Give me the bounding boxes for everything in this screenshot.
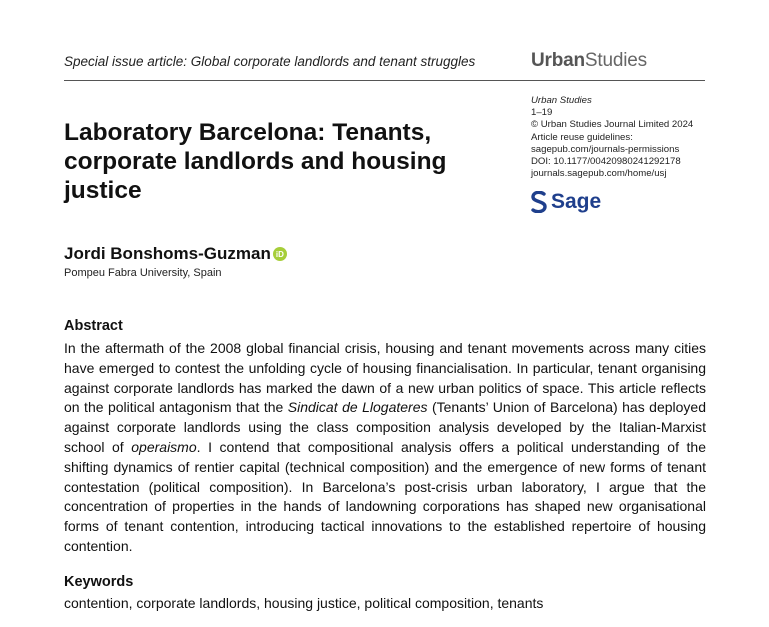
journal-name: Urban Studies bbox=[531, 95, 592, 106]
journal-link[interactable]: journals.sagepub.com/home/usj bbox=[531, 168, 667, 180]
journal-brand-logo bbox=[531, 50, 647, 72]
keywords-heading: Keywords bbox=[64, 574, 134, 590]
copyright-notice: © Urban Studies Journal Limited 2024 bbox=[531, 119, 694, 131]
sage-wordmark: Sage bbox=[551, 190, 602, 213]
author-name: Jordi Bonshoms-Guzman bbox=[64, 244, 271, 263]
reuse-label: Article reuse guidelines: bbox=[531, 131, 633, 143]
abstract-text bbox=[64, 339, 706, 557]
journal-info-sidebar bbox=[531, 95, 693, 180]
abstract-italic-operaismo: operaismo bbox=[131, 438, 197, 455]
reuse-link[interactable]: sagepub.com/journals-permissions bbox=[531, 143, 680, 155]
page-range: 1–19 bbox=[531, 107, 553, 119]
journal-brand-light: Studies bbox=[584, 50, 647, 71]
journal-brand-bold: Urban bbox=[531, 50, 585, 71]
abstract-italic-sindicat: Sindicat de Llogateres bbox=[287, 399, 428, 416]
doi[interactable]: DOI: 10.1177/00420980241292178 bbox=[531, 156, 681, 168]
article-title: Laboratory Barcelona: Tenants, corporate landlords and housing justice bbox=[64, 119, 447, 204]
abstract-part-3: . I contend that compositional analysis offers a political understanding of the shifting dynamics of rentier capital (technical composition) and the emergence of new forms of tenant contestation (political composition). In Barcelona’s post-crisis urban laboratory, I argue that the concentration of properties in the hands of landowning corporations has shaped new organisational forms of tenant contention, introducing tactical innovations to the established repertoire of housing contention. bbox=[64, 438, 706, 554]
abstract-part-2: (Tenants’ Union of Barcelona) has deployed against corporate landlords using the class composition analysis developed by the Italian-Marxist school of bbox=[64, 399, 706, 455]
keywords-list: contention, corporate landlords, housing justice, political composition, tenants bbox=[64, 595, 544, 611]
abstract-part-1: In the aftermath of the 2008 global financial crisis, housing and tenant movements across many cities have emerged to contest the unfolding cycle of housing financialisation. In particular, tenant organising against corporate landlords has marked the dawn of a new urban politics of space. This article reflects on the political antagonism that the bbox=[64, 340, 706, 416]
author-line bbox=[64, 244, 287, 264]
special-issue-label: Special issue article: Global corporate landlords and tenant struggles bbox=[64, 54, 476, 69]
abstract-heading: Abstract bbox=[64, 318, 123, 334]
sage-logo bbox=[531, 190, 601, 214]
sage-s-icon bbox=[531, 191, 547, 213]
orcid-icon[interactable]: iD bbox=[273, 247, 287, 261]
author-affiliation: Pompeu Fabra University, Spain bbox=[64, 267, 222, 279]
header-divider bbox=[64, 80, 705, 81]
